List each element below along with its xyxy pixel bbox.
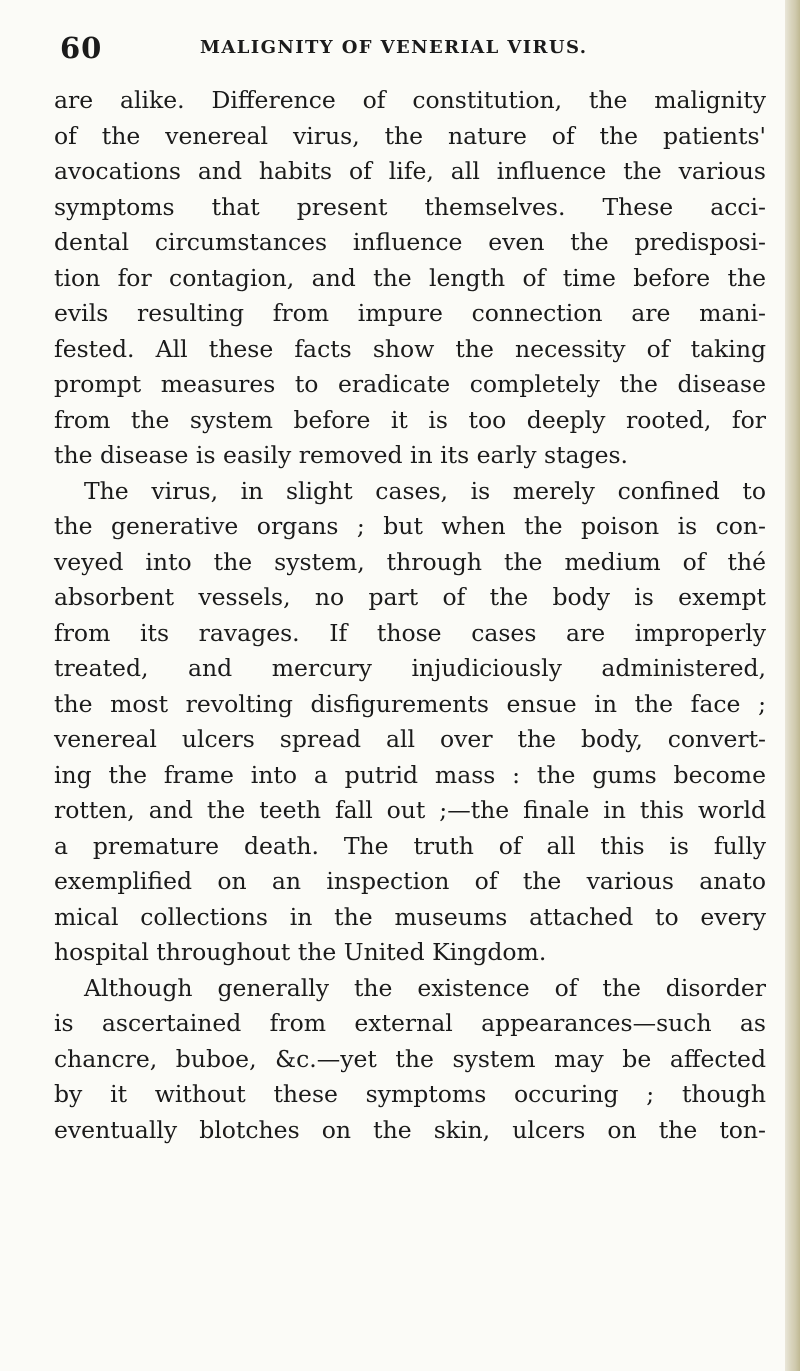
text-line: treated, and mercury injudiciously administered, xyxy=(54,654,766,682)
text-line: fested. All these facts show the necessity of taking xyxy=(54,334,766,363)
text-line: the most revolting disfigurements ensue in the face ; xyxy=(54,689,766,718)
text-line: ing the frame into a putrid mass : the gums become xyxy=(54,760,766,789)
text-line: are alike. Difference of constitution, the malignity xyxy=(54,86,766,114)
text-line: symptoms that present themselves. These acci- xyxy=(54,192,766,221)
text-line: chancre, buboe, &c.—yet the system may be affected xyxy=(54,1044,766,1073)
text-line: the generative organs ; but when the poison is con- xyxy=(54,512,766,540)
text-line: veyed into the system, through the medium of thé xyxy=(54,547,766,576)
paragraph-end-line: the disease is easily removed in its early stages. xyxy=(54,441,629,469)
text-line: venereal ulcers spread all over the body, convert- xyxy=(54,725,766,753)
page-edge xyxy=(785,0,800,1371)
text-line: is ascertained from external appearances—such as xyxy=(54,1009,766,1037)
text-line: evils resulting from impure connection are mani- xyxy=(54,299,766,327)
page-header xyxy=(60,28,760,68)
text-line: eventually blotches on the skin, ulcers on the ton- xyxy=(54,1115,766,1144)
paragraph-start-line: Although generally the existence of the disorder xyxy=(84,973,766,1002)
page-number: 60 xyxy=(60,31,103,65)
text-line: tion for contagion, and the length of time before the xyxy=(54,263,766,292)
text-line: prompt measures to eradicate completely the disease xyxy=(54,370,766,398)
text-line: dental circumstances influence even the predisposi- xyxy=(54,228,766,256)
body-text xyxy=(54,83,766,1148)
text-line: rotten, and the teeth fall out ;—the finale in this world xyxy=(54,796,766,824)
text-line: from the system before it is too deeply rooted, for xyxy=(54,405,766,434)
paragraph-end-line: hospital throughout the United Kingdom. xyxy=(54,938,547,966)
text-line: of the venereal virus, the nature of the patients' xyxy=(54,121,766,150)
paragraph-start-line: The virus, in slight cases, is merely confined to xyxy=(84,476,766,505)
text-line: a premature death. The truth of all this is fully xyxy=(54,831,766,860)
text-line: from its ravages. If those cases are improperly xyxy=(54,618,766,647)
text-line: exemplified on an inspection of the various anato xyxy=(54,867,766,895)
text-line: by it without these symptoms occuring ; though xyxy=(54,1080,766,1108)
text-line: absorbent vessels, no part of the body is exempt xyxy=(54,583,766,611)
text-line: avocations and habits of life, all influence the various xyxy=(54,157,766,185)
running-title: MALIGNITY OF VENERIAL VIRUS. xyxy=(200,37,588,58)
text-line: mical collections in the museums attached to every xyxy=(54,902,766,931)
